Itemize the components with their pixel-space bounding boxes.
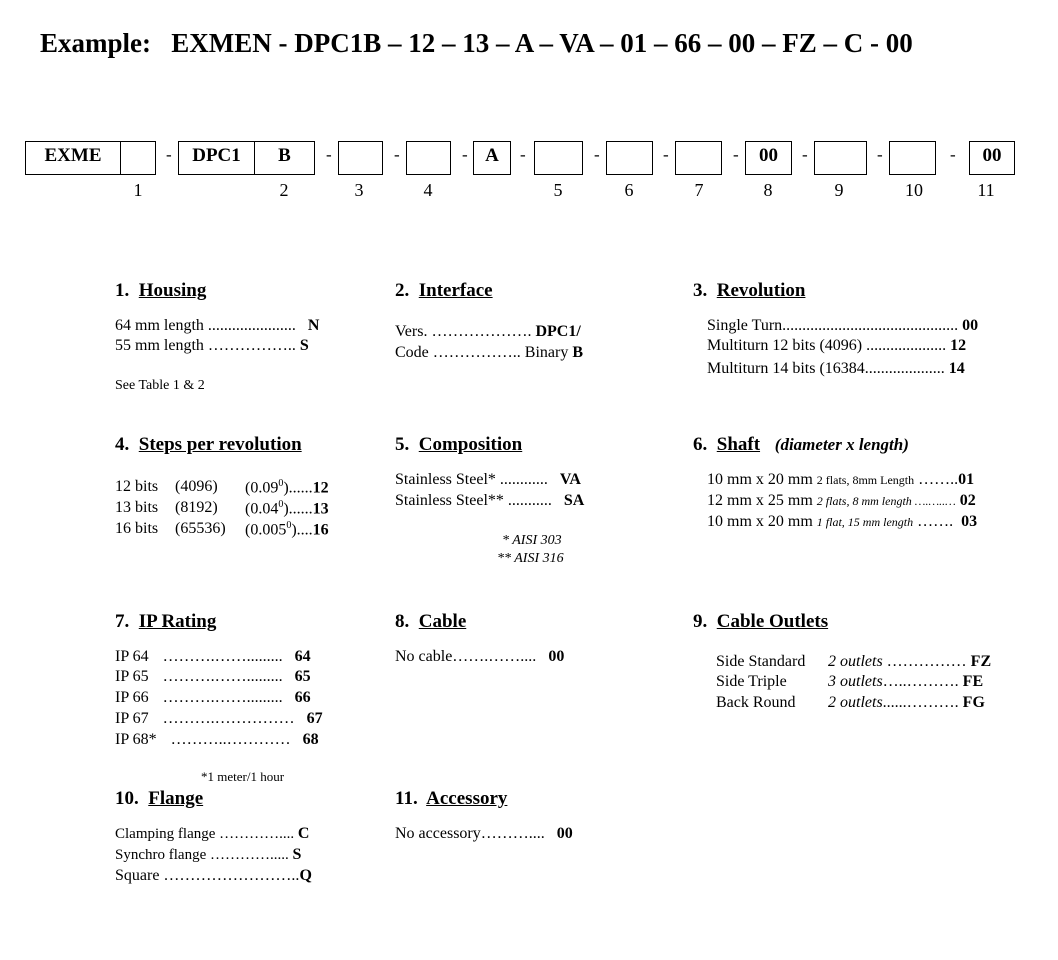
option-code: 12 <box>950 337 967 354</box>
option-label: IP 65 <box>115 668 149 685</box>
separator-dash: - <box>802 145 808 164</box>
option-angle: (0.005 <box>245 521 287 539</box>
option-row <box>115 337 309 355</box>
option-code: 65 <box>294 668 311 685</box>
code-box-shaft <box>606 141 653 175</box>
option-row <box>716 653 992 671</box>
option-dots: …..………. <box>882 673 959 690</box>
section-title: Flange <box>148 788 204 809</box>
option-row <box>707 317 978 335</box>
option-code: Q <box>299 867 312 884</box>
option-code: 00 <box>556 825 573 842</box>
option-label: Clamping flange ………….... <box>115 826 295 842</box>
option-row <box>115 499 329 518</box>
option-dots: )...... <box>283 500 313 518</box>
position-number: 1 <box>133 180 143 200</box>
option-dots: ……….……......... <box>162 668 283 685</box>
option-label: Side Standard <box>716 653 806 670</box>
option-code: S <box>292 846 302 863</box>
option-bits: 16 bits <box>115 520 159 537</box>
option-row <box>115 520 329 539</box>
option-code: FZ <box>970 653 992 670</box>
section-heading <box>693 434 909 456</box>
option-code: 02 <box>959 492 976 509</box>
section-subtitle: (diameter x length) <box>774 435 909 454</box>
option-detail: 2 flats, 8 mm length ….…..… <box>816 494 956 508</box>
section-number: 1. <box>115 280 130 301</box>
option-code: 00 <box>548 648 565 665</box>
option-code: C <box>297 825 310 842</box>
option-code: 68 <box>302 731 319 748</box>
option-angle: (0.04 <box>245 500 279 518</box>
option-row <box>115 731 319 749</box>
separator-dash: - <box>394 145 400 164</box>
section-title: Steps per revolution <box>138 434 302 455</box>
option-code: 01 <box>958 471 975 488</box>
option-label: IP 68* <box>115 731 157 748</box>
separator-dash: - <box>166 145 172 164</box>
option-row <box>395 492 584 510</box>
option-label: Vers. ………………. <box>395 323 532 340</box>
section-heading <box>395 611 466 633</box>
position-number: 7 <box>694 180 704 200</box>
section-title: Interface <box>418 280 493 301</box>
separator-dash: - <box>950 145 956 164</box>
option-code: 16 <box>312 521 329 539</box>
position-number: 8 <box>763 180 773 200</box>
code-box-interface: B <box>254 141 315 175</box>
section-number: 11. <box>395 788 418 809</box>
option-label: Code …………….. Binary <box>395 344 569 361</box>
option-label: IP 67 <box>115 710 149 727</box>
housing-note: See Table 1 & 2 <box>115 378 205 393</box>
option-label: IP 66 <box>115 689 149 706</box>
position-number: 9 <box>834 180 844 200</box>
position-number: 2 <box>279 180 289 200</box>
option-dots: ……….……......... <box>162 689 283 706</box>
section-title: Accessory <box>426 788 508 809</box>
code-box-steps <box>406 141 451 175</box>
separator-dash: - <box>594 145 600 164</box>
option-row <box>115 648 311 666</box>
page-title: Example: EXMEN - DPC1B – 12 – 13 – A – VA – 01 – 66 – 00 – FZ – C - 00 <box>40 28 913 58</box>
option-label: No accessory……….... <box>395 825 545 842</box>
option-label: 12 mm x 25 mm <box>707 492 813 509</box>
option-detail: 2 flats, 8mm Length <box>816 473 915 487</box>
code-box-dpc1: DPC1 <box>178 141 255 175</box>
section-heading <box>693 280 805 302</box>
code-box-ip <box>675 141 722 175</box>
composition-note: ** AISI 316 <box>497 551 564 566</box>
option-code: VA <box>559 471 581 488</box>
option-count: (4096) <box>175 478 218 495</box>
section-number: 8. <box>395 611 410 632</box>
option-code: DPC1/ <box>535 323 581 340</box>
option-dots: ……. <box>917 513 954 530</box>
option-dots: ……….…………… <box>162 710 295 727</box>
option-code: FG <box>962 694 985 711</box>
option-code: 64 <box>294 648 311 665</box>
section-title: Composition <box>418 434 523 455</box>
option-dots: ).... <box>291 521 313 539</box>
option-row <box>707 360 965 378</box>
option-row <box>707 492 976 510</box>
section-title: Cable <box>418 611 467 632</box>
option-count: (8192) <box>175 499 218 516</box>
section-heading <box>115 280 206 302</box>
option-code: FE <box>962 673 984 690</box>
option-code: S <box>299 337 309 354</box>
option-row <box>115 710 323 728</box>
code-box-outlets <box>814 141 867 175</box>
option-label: No cable…….…….... <box>395 648 537 665</box>
option-detail: 1 flat, 15 mm length <box>816 515 914 529</box>
degree-mark: 0 <box>278 499 284 510</box>
option-bits: 12 bits <box>115 478 159 495</box>
code-box-cable: 00 <box>745 141 792 175</box>
option-label: Stainless Steel** ........... <box>395 492 552 509</box>
section-number: 6. <box>693 434 708 455</box>
option-label: 10 mm x 20 mm <box>707 471 813 488</box>
ip-note: *1 meter/1 hour <box>201 769 285 784</box>
section-number: 10. <box>115 788 139 809</box>
option-row <box>115 867 312 885</box>
option-row <box>395 471 581 489</box>
option-row <box>707 471 974 489</box>
option-detail: 3 outlets <box>828 673 883 690</box>
option-dots: ……….……......... <box>162 648 283 665</box>
position-number: 10 <box>905 180 923 200</box>
option-row <box>707 513 977 531</box>
separator-dash: - <box>663 145 669 164</box>
option-dots: )...... <box>283 479 313 497</box>
option-row <box>115 689 311 707</box>
option-label: 55 mm length …………….. <box>115 337 296 354</box>
option-row <box>115 478 329 497</box>
separator-dash: - <box>326 145 332 164</box>
option-row <box>716 673 984 691</box>
option-row <box>707 337 966 355</box>
degree-mark: 0 <box>286 520 292 531</box>
option-label: Multiturn 14 bits (16384.................... <box>707 360 945 377</box>
separator-dash: - <box>520 145 526 164</box>
section-heading <box>395 280 493 302</box>
option-row <box>115 846 301 864</box>
option-code: B <box>572 344 583 361</box>
section-number: 3. <box>693 280 708 301</box>
option-row <box>395 648 564 666</box>
option-dots: …….. <box>918 471 959 488</box>
option-detail: 2 outlets <box>828 653 883 670</box>
code-box-accessory: 00 <box>969 141 1015 175</box>
section-number: 2. <box>395 280 410 301</box>
option-code: 12 <box>312 479 329 497</box>
option-label: Single Turn............................................ <box>707 317 959 334</box>
option-angle: (0.09 <box>245 479 279 497</box>
section-title: IP Rating <box>138 611 217 632</box>
code-box-composition <box>534 141 583 175</box>
option-row <box>395 344 583 362</box>
code-box-housing <box>120 141 156 175</box>
section-heading <box>115 788 203 810</box>
option-code: 67 <box>306 710 323 727</box>
section-title: Revolution <box>716 280 806 301</box>
option-count: (65536) <box>175 520 226 537</box>
section-heading <box>395 434 522 456</box>
option-row <box>716 694 985 712</box>
section-heading <box>693 611 828 633</box>
option-label: Multiturn 12 bits (4096) .................... <box>707 337 947 354</box>
option-row <box>115 317 319 335</box>
separator-dash: - <box>733 145 739 164</box>
position-number: 3 <box>354 180 364 200</box>
code-box-flange <box>889 141 936 175</box>
section-number: 4. <box>115 434 130 455</box>
option-row <box>395 323 581 341</box>
code-box-revolution <box>338 141 383 175</box>
position-number: 4 <box>423 180 433 200</box>
section-number: 5. <box>395 434 410 455</box>
section-number: 9. <box>693 611 708 632</box>
option-label: IP 64 <box>115 648 149 665</box>
section-heading <box>115 611 216 633</box>
degree-mark: 0 <box>278 478 284 489</box>
option-code: 66 <box>294 689 311 706</box>
option-label: Stainless Steel* ............ <box>395 471 548 488</box>
section-heading <box>395 788 507 810</box>
section-heading <box>115 434 302 456</box>
option-code: 03 <box>961 513 978 530</box>
option-row <box>395 825 573 843</box>
section-title: Shaft <box>716 434 761 455</box>
option-row <box>115 825 309 843</box>
position-number: 5 <box>553 180 563 200</box>
option-label: Back Round <box>716 694 796 711</box>
option-label: Square …………………….. <box>115 867 300 884</box>
option-code: N <box>307 317 320 334</box>
option-label: Synchro flange …………..... <box>115 847 289 863</box>
separator-dash: - <box>877 145 883 164</box>
option-code: SA <box>563 492 585 509</box>
section-number: 7. <box>115 611 130 632</box>
option-bits: 13 bits <box>115 499 159 516</box>
option-label: 10 mm x 20 mm <box>707 513 813 530</box>
option-code: 13 <box>312 500 329 518</box>
option-dots: ......………. <box>882 694 959 711</box>
code-box-exme: EXME <box>25 141 121 175</box>
option-code: 14 <box>948 360 965 377</box>
option-dots: ………..………… <box>170 731 291 748</box>
option-label: Side Triple <box>716 673 787 690</box>
section-title: Cable Outlets <box>716 611 829 632</box>
composition-note: * AISI 303 <box>502 533 562 548</box>
section-title: Housing <box>138 280 207 301</box>
option-code: 00 <box>962 317 979 334</box>
position-number: 6 <box>624 180 634 200</box>
position-number: 11 <box>977 180 995 200</box>
option-row <box>115 668 311 686</box>
option-label: 64 mm length ...................... <box>115 317 296 334</box>
separator-dash: - <box>462 145 468 164</box>
option-detail: 2 outlets <box>828 694 883 711</box>
code-box-a: A <box>473 141 511 175</box>
option-dots: …………… <box>886 653 967 670</box>
